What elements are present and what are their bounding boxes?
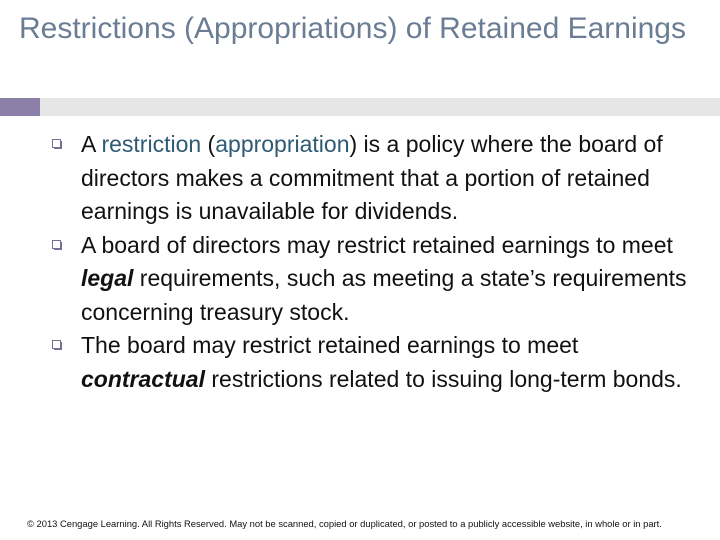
emphasis-contractual: contractual [81, 365, 205, 392]
hollow-square-bullet-icon [52, 139, 62, 149]
hollow-square-bullet-icon [52, 240, 62, 250]
bullet-text: A [81, 131, 102, 157]
bullet-text: ( [201, 131, 216, 157]
copyright-footer: © 2013 Cengage Learning. All Rights Reserved. May not be scanned, copied or duplicated, or posted to a publicly accessible website, in whole or in part. [27, 518, 662, 529]
bullet-text: A board of directors may restrict retained earnings to meet [81, 231, 673, 258]
divider-accent [0, 98, 40, 116]
bullet-text: The board may restrict retained earnings to meet [81, 332, 579, 358]
bullet-text: ) is a policy where the board of directors makes a commitment that a portion of retained earnings is unavailable for dividends. [81, 131, 663, 224]
title-divider [0, 98, 720, 116]
bullet-text: requirements, such as meeting a state’s requirements concerning treasury stock. [81, 265, 687, 325]
keyword-appropriation: appropriation [215, 131, 350, 157]
bullet-item-restriction-definition [0, 128, 691, 229]
bullet-item-contractual-restrictions [0, 329, 691, 396]
bullet-item-legal-requirements [0, 229, 691, 330]
bullet-text: restrictions related to issuing long-term bonds. [204, 365, 682, 392]
emphasis-legal: legal [81, 265, 134, 291]
slide-title: Restrictions (Appropriations) of Retained Earnings [19, 12, 686, 45]
bullet-list [0, 128, 720, 396]
hollow-square-bullet-icon [52, 340, 62, 350]
divider-line [40, 98, 720, 116]
keyword-restriction: restriction [101, 131, 202, 157]
